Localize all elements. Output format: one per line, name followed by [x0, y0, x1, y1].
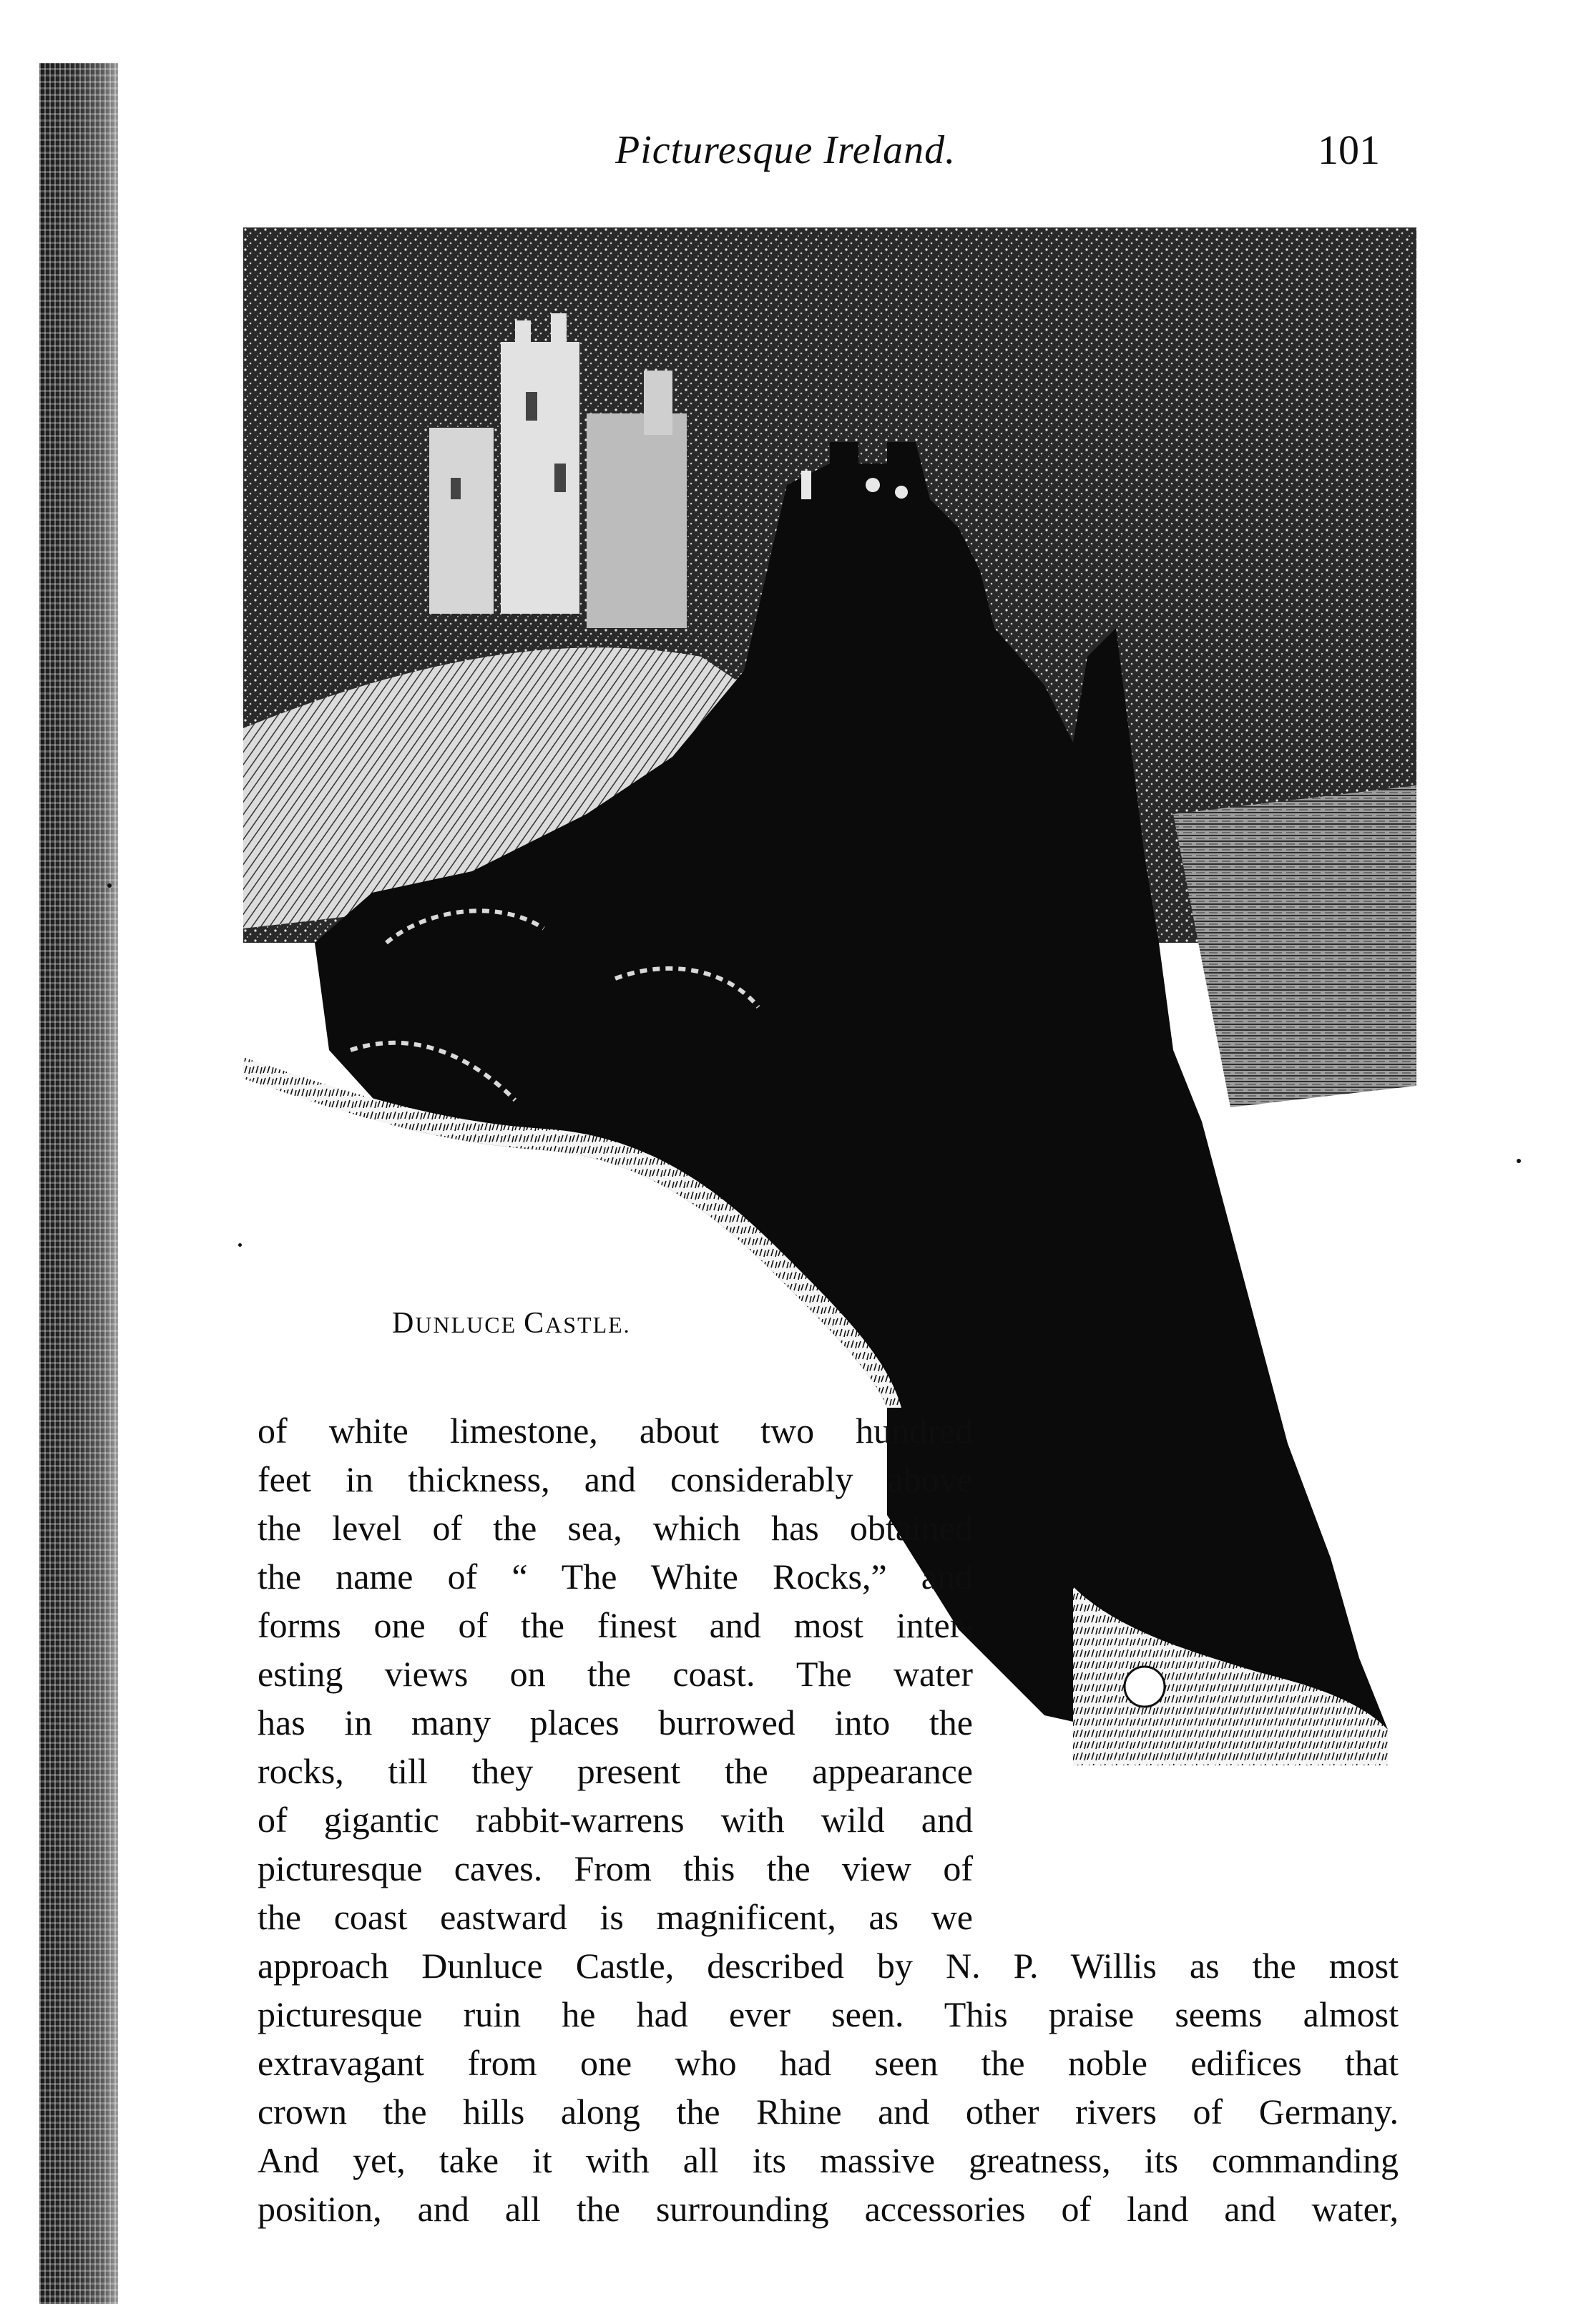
castle-window: [895, 486, 908, 499]
scan-speck: [1517, 1159, 1521, 1163]
text-line: has in many places burrowed into the: [258, 1702, 973, 1742]
caption-initial: D: [392, 1307, 416, 1340]
text-line: of white limestone, about two hundred: [258, 1411, 973, 1451]
text-line: rocks, till they present the appearance: [258, 1751, 973, 1791]
caption-initial: C: [524, 1307, 546, 1340]
text-line: the level of the sea, which has obtained: [258, 1508, 973, 1548]
text-line: approach Dunluce Castle, described by N. P. Willis as the most: [258, 1946, 1399, 1986]
scan-speck: [238, 1243, 242, 1247]
text-line: extravagant from one who had seen the noble edifices that: [258, 2043, 1399, 2083]
running-title: Picturesque Ireland.: [615, 128, 956, 172]
castle-window: [866, 478, 880, 492]
text-line: And yet, take it with all its massive greatness, its commanding: [258, 2140, 1399, 2180]
binding-edge: [39, 63, 118, 2304]
illustration-caption: [392, 1306, 631, 1340]
text-line: picturesque caves. From this the view of: [258, 1848, 973, 1888]
text-line: crown the hills along the Rhine and other rivers of Germany.: [258, 2092, 1399, 2132]
sea: [1173, 785, 1416, 1107]
page-number: 101: [1318, 127, 1380, 173]
body-text: [258, 1406, 1399, 2233]
text-line: the name of “ The White Rocks,” and: [258, 1557, 973, 1597]
text-line: esting views on the coast. The water: [258, 1654, 973, 1694]
text-line: feet in thickness, and considerably above: [258, 1459, 973, 1499]
text-line: position, and all the surrounding accessories of land and water,: [258, 2189, 1399, 2229]
text-line: the coast eastward is magnificent, as we: [258, 1897, 973, 1937]
text-line: of gigantic rabbit-warrens with wild and: [258, 1800, 973, 1840]
scan-speck: [107, 883, 112, 888]
caption-word: UNLUCE: [415, 1312, 517, 1338]
text-line: forms one of the finest and most inter-: [258, 1605, 973, 1645]
caption-word: ASTLE.: [545, 1312, 631, 1338]
text-line: picturesque ruin he had ever seen. This praise seems almost: [258, 1994, 1399, 2034]
castle-window: [801, 471, 811, 499]
